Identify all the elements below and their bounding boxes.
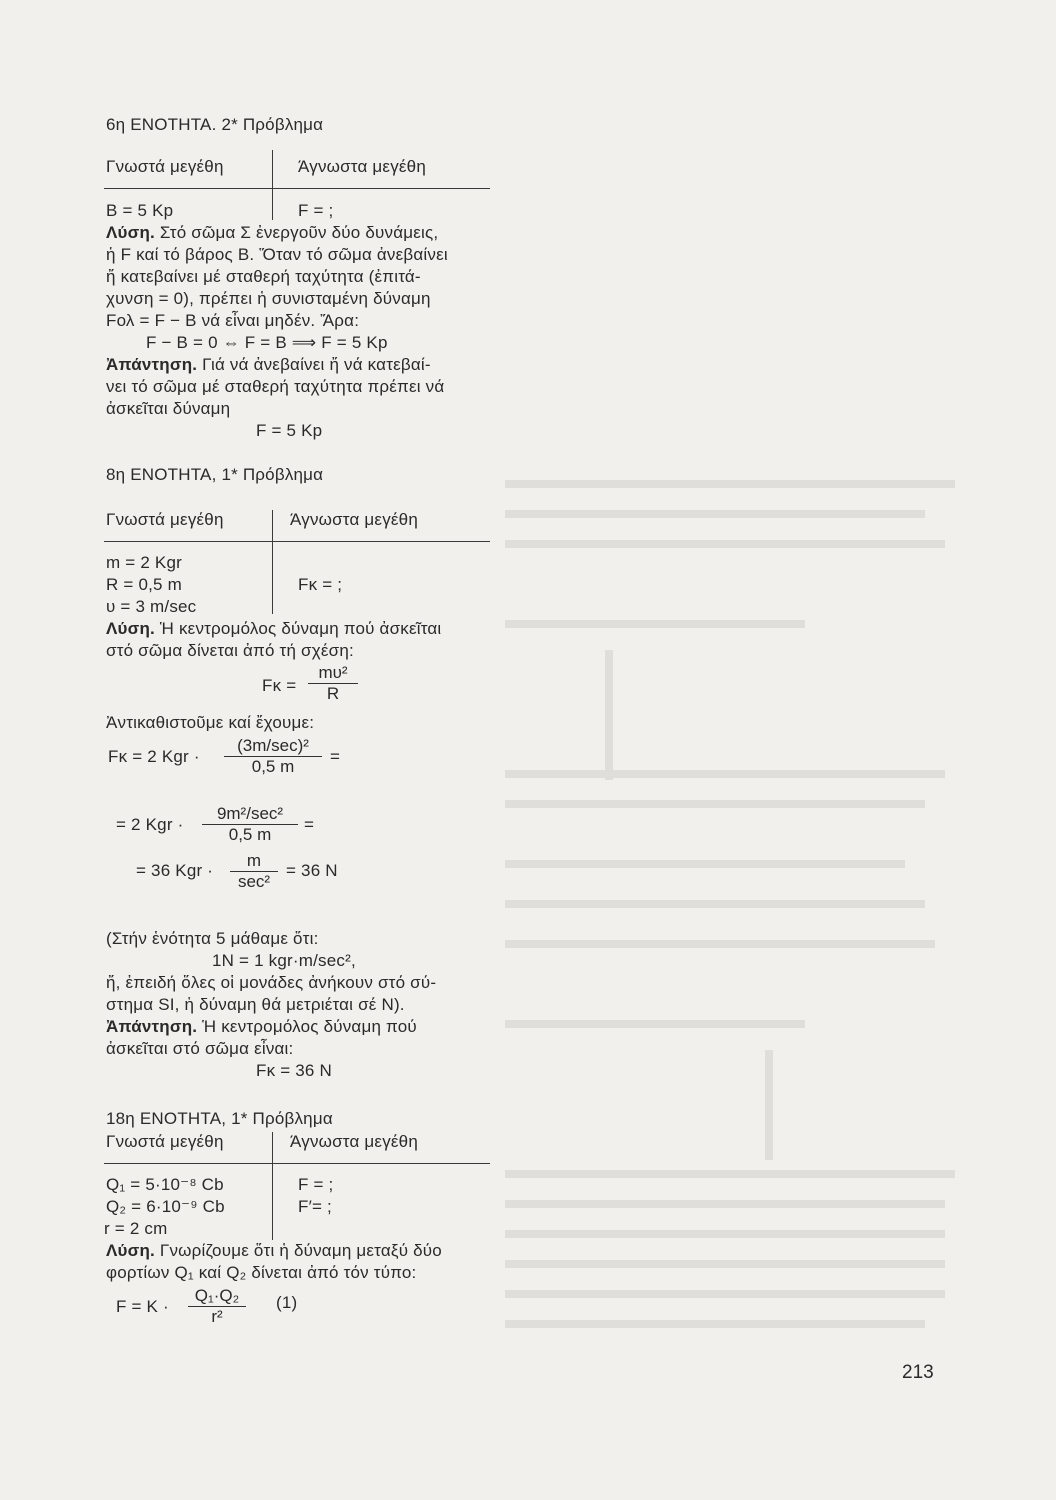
formula-fraction xyxy=(202,804,298,845)
unknown-header: Άγνωστα μεγέθη xyxy=(298,157,426,176)
formula-lhs: Fκ = 2 Kgr · xyxy=(108,747,200,766)
formula-lhs: F = K · xyxy=(116,1297,169,1316)
table-rule xyxy=(104,188,490,189)
unknown-value: F = ; xyxy=(298,201,334,220)
equation: F − B = 0 ⇔ F = B ⟹ F = 5 Kp xyxy=(146,333,388,352)
unknown-header: Άγνωστα μεγέθη xyxy=(290,510,418,529)
known-value: r = 2 cm xyxy=(104,1219,168,1238)
formula-fraction xyxy=(308,663,358,704)
solution-line: Fολ = F − B νά εἶναι μηδέν. Ἄρα: xyxy=(106,311,360,330)
numerator: 9m²/sec² xyxy=(216,804,284,823)
solution-line: στό σῶμα δίνεται ἀπό τή σχέση: xyxy=(106,641,354,660)
known-value: m = 2 Kgr xyxy=(106,553,182,572)
known-value: Q₂ = 6·10⁻⁹ Cb xyxy=(106,1197,225,1216)
known-value: R = 0,5 m xyxy=(106,575,182,594)
denominator: r² xyxy=(188,1306,246,1327)
note-line: (Στήν ἑνότητα 5 μάθαμε ὅτι: xyxy=(106,929,319,948)
unknown-header: Άγνωστα μεγέθη xyxy=(290,1132,418,1151)
note-line: ἤ, ἐπειδή ὅλες οἱ μονάδες ἀνήκουν στό σύ- xyxy=(106,973,437,992)
numerator: (3m/sec)² xyxy=(237,736,309,755)
solution-line: φορτίων Q₁ καί Q₂ δίνεται ἀπό τόν τύπο: xyxy=(106,1263,417,1282)
answer-line: ἀσκεῖται στό σῶμα εἶναι: xyxy=(106,1039,294,1058)
solution-line: Λύση. Ἡ κεντρομόλος δύναμη πού ἀσκεῖται xyxy=(106,619,442,638)
denominator: 0,5 m xyxy=(224,756,322,777)
formula-fraction xyxy=(230,851,278,892)
numerator: m xyxy=(246,851,262,870)
solution-line: Λύση. Γνωρίζουμε ὅτι ἡ δύναμη μεταξύ δύο xyxy=(106,1241,442,1260)
section-title: 18η ΕΝΟΤΗΤΑ, 1* Πρόβλημα xyxy=(106,1109,333,1128)
answer-equation: F = 5 Kp xyxy=(256,421,323,440)
known-header: Γνωστά μεγέθη xyxy=(106,510,224,529)
known-header: Γνωστά μεγέθη xyxy=(106,157,224,176)
formula-fraction xyxy=(224,736,322,777)
note-line: στημα SI, ἡ δύναμη θά μετριέται σέ N). xyxy=(106,995,405,1014)
formula-tag: (1) xyxy=(276,1293,298,1312)
section-title: 8η ΕΝΟΤΗΤΑ, 1* Πρόβλημα xyxy=(106,465,324,484)
answer-line: ἀσκεῖται δύναμη xyxy=(106,399,231,418)
answer-line: νει τό σῶμα μέ σταθερή ταχύτητα πρέπει νά xyxy=(106,377,445,396)
formula-rhs: = xyxy=(330,747,341,766)
note-line: 1N = 1 kgr·m/sec², xyxy=(212,951,356,970)
section-title: 6η ΕΝΟΤΗΤΑ. 2* Πρόβλημα xyxy=(106,115,324,134)
answer-line: Ἀπάντηση. Ἡ κεντρομόλος δύναμη πού xyxy=(106,1017,417,1036)
formula-lhs: = 36 Kgr · xyxy=(136,861,214,880)
denominator: sec² xyxy=(230,871,278,892)
known-value: υ = 3 m/sec xyxy=(106,597,197,616)
table-divider xyxy=(272,150,273,220)
solution-line: Ἀντικαθιστοῦμε καί ἔχουμε: xyxy=(106,713,315,732)
numerator: mυ² xyxy=(318,663,348,682)
formula-rhs: = 36 N xyxy=(286,861,338,880)
formula-fraction xyxy=(188,1286,246,1327)
known-value: B = 5 Kp xyxy=(106,201,174,220)
answer-line: Ἀπάντηση. Γιά νά ἀνεβαίνει ἤ νά κατεβαί- xyxy=(106,355,431,374)
table-divider xyxy=(272,510,273,614)
page-number: 213 xyxy=(902,1362,934,1383)
unknown-value: F′= ; xyxy=(298,1197,332,1216)
formula-lhs: Fκ = xyxy=(262,676,297,695)
unknown-value: Fκ = ; xyxy=(298,575,343,594)
known-value: Q₁ = 5·10⁻⁸ Cb xyxy=(106,1175,224,1194)
unknown-value: F = ; xyxy=(298,1175,334,1194)
table-rule xyxy=(104,1163,490,1164)
solution-line: Λύση. Στό σῶμα Σ ἐνεργοῦν δύο δυνάμεις, xyxy=(106,223,439,242)
solution-line: χυνση = 0), πρέπει ἡ συνισταμένη δύναμη xyxy=(106,289,431,308)
denominator: 0,5 m xyxy=(202,824,298,845)
formula-lhs: = 2 Kgr · xyxy=(116,815,184,834)
bleed-through-texture xyxy=(505,480,955,1340)
denominator: R xyxy=(308,683,358,704)
solution-line: ἡ F καί τό βάρος B. Ὅταν τό σῶμα ἀνεβαίνει xyxy=(106,245,448,264)
known-header: Γνωστά μεγέθη xyxy=(106,1132,224,1151)
numerator: Q₁·Q₂ xyxy=(194,1286,240,1305)
table-divider xyxy=(272,1132,273,1240)
table-rule xyxy=(104,541,490,542)
answer-equation: Fκ = 36 N xyxy=(256,1061,332,1080)
formula-rhs: = xyxy=(304,815,315,834)
solution-line: ἤ κατεβαίνει μέ σταθερή ταχύτητα (ἐπιτά- xyxy=(106,267,421,286)
